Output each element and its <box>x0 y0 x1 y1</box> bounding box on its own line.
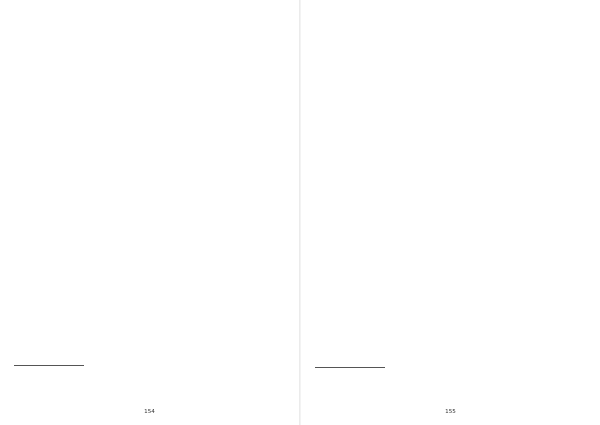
page-number-left: 154 <box>144 409 155 415</box>
left-page-body-text <box>14 8 285 362</box>
right-page <box>301 0 600 425</box>
footnote-separator <box>315 367 385 368</box>
page-number-right: 155 <box>445 409 456 415</box>
right-page-text-block <box>315 8 586 364</box>
left-page <box>0 0 299 425</box>
footnote-separator <box>14 365 84 366</box>
